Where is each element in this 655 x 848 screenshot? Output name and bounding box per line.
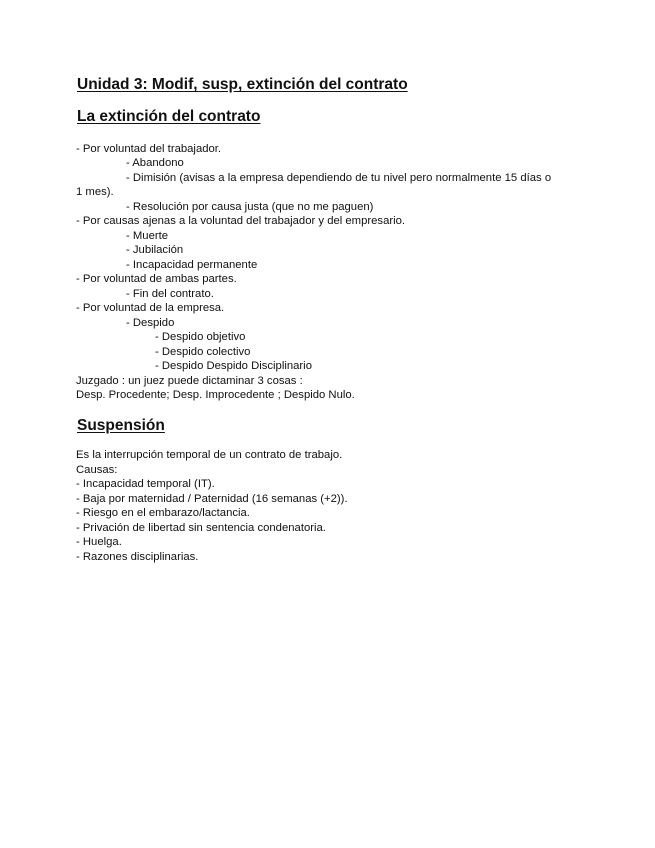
list-item: Juzgado : un juez puede dictaminar 3 cosas : [76,375,303,387]
list-item: Es la interrupción temporal de un contrato de trabajo. [76,449,343,461]
list-item: Desp. Procedente; Desp. Improcedente ; Despido Nulo. [76,389,355,401]
list-item: - Incapacidad temporal (IT). [76,478,215,490]
list-item: - Despido Despido Disciplinario [155,360,312,372]
list-item: - Por voluntad de ambas partes. [76,273,237,285]
document-title: Unidad 3: Modif, susp, extinción del contrato [77,76,408,93]
list-item: 1 mes). [76,186,114,198]
list-item: - Despido objetivo [155,331,246,343]
list-item: - Dimisión (avisas a la empresa dependiendo de tu nivel pero normalmente 15 días o [126,172,552,184]
list-item: - Baja por maternidad / Paternidad (16 semanas (+2)). [76,493,348,505]
list-item: - Despido colectivo [155,346,251,358]
section-heading-suspension: Suspensión [77,417,165,434]
list-item: - Jubilación [126,244,184,256]
section-heading-extincion: La extinción del contrato [77,108,261,125]
list-item: - Huelga. [76,536,122,548]
list-item: Causas: [76,464,118,476]
list-item: - Resolución por causa justa (que no me paguen) [126,201,374,213]
list-item: - Por voluntad de la empresa. [76,302,225,314]
list-item: - Riesgo en el embarazo/lactancia. [76,507,250,519]
list-item: - Razones disciplinarias. [76,551,199,563]
list-item: - Fin del contrato. [126,288,214,300]
list-item: - Abandono [126,157,184,169]
list-item: - Despido [126,317,175,329]
list-item: - Incapacidad permanente [126,259,258,271]
list-item: - Privación de libertad sin sentencia condenatoria. [76,522,326,534]
list-item: - Muerte [126,230,169,242]
list-item: - Por voluntad del trabajador. [76,143,222,155]
list-item: - Por causas ajenas a la voluntad del trabajador y del empresario. [76,215,406,227]
